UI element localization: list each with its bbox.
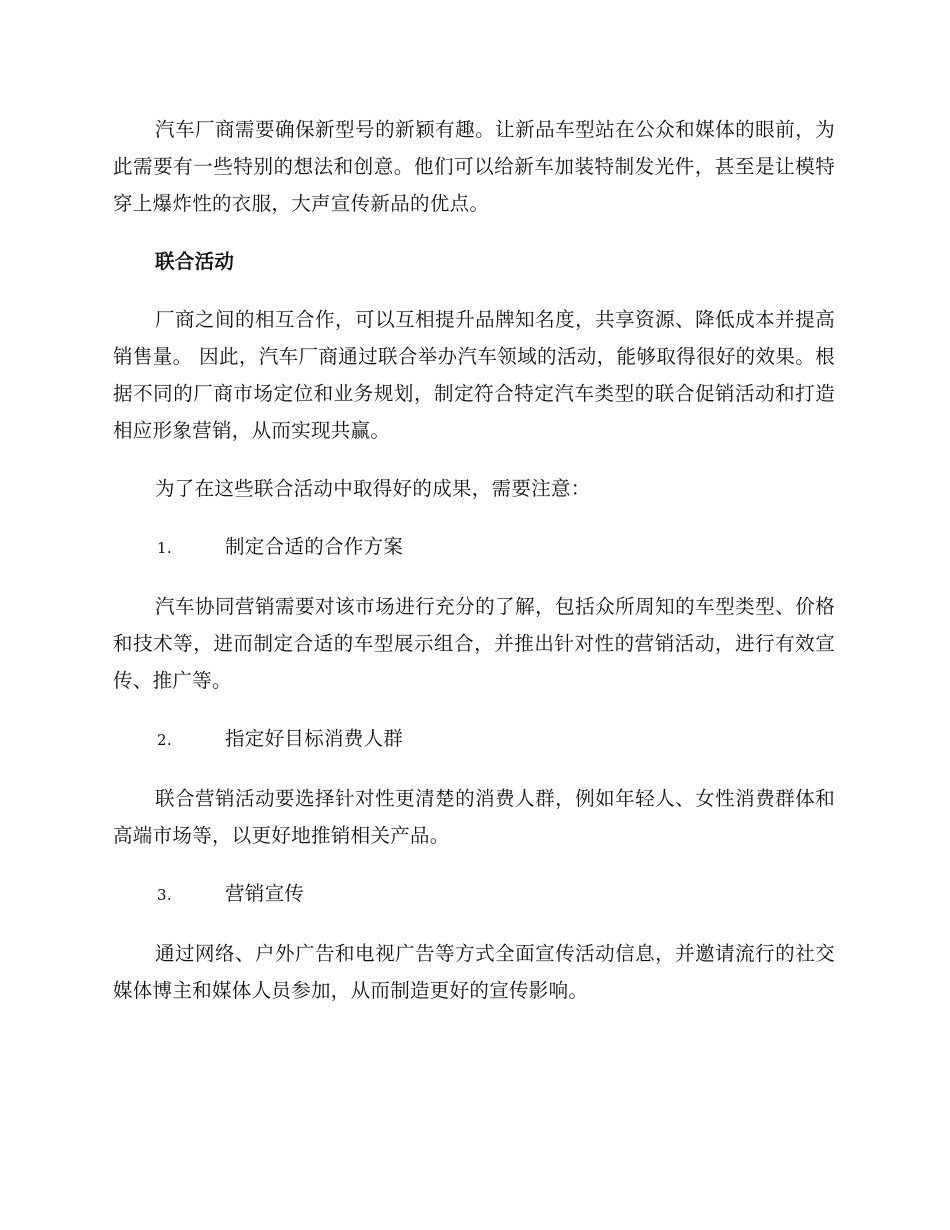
list-item-body: 联合营销活动要选择针对性更清楚的消费人群，例如年轻人、女性消费群体和高端市场等，以更好地推销相关产品。 bbox=[113, 787, 835, 847]
section-paragraph: 为了在这些联合活动中取得好的成果，需要注意： bbox=[155, 477, 591, 500]
intro-paragraph: 汽车厂商需要确保新型号的新颖有趣。让新品车型站在公众和媒体的眼前，为此需要有一些特别的想法和创意。他们可以给新车加装特制发光件，甚至是让模特穿上爆炸性的衣服，大声宣传新品的优点。 bbox=[113, 118, 835, 215]
list-item-number: 1. bbox=[157, 539, 172, 557]
section-heading: 联合活动 bbox=[155, 250, 235, 273]
list-item bbox=[113, 720, 835, 759]
document-page bbox=[113, 111, 835, 1009]
list-item-title: 指定好目标消费人群 bbox=[225, 727, 404, 750]
section-paragraph: 厂商之间的相互合作，可以互相提升品牌知名度，共享资源、降低成本并提高销售量。 因此，汽车厂商通过联合举办汽车领域的活动，能够取得很好的效果。根据不同的厂商市场定位和业务规划，制定符合特定汽车类型的联合促销活动和打造相应形象营销，从而实现共赢。 bbox=[113, 308, 835, 442]
list-item bbox=[113, 528, 835, 567]
list-item-number: 2. bbox=[157, 731, 172, 749]
list-item-number: 3. bbox=[157, 886, 172, 904]
list-item-body: 汽车协同营销需要对该市场进行充分的了解，包括众所周知的车型类型、价格和技术等，进而制定合适的车型展示组合，并推出针对性的营销活动，进行有效宣传、推广等。 bbox=[113, 595, 835, 692]
list-item-title: 制定合适的合作方案 bbox=[225, 535, 404, 558]
list-item-title: 营销宣传 bbox=[225, 882, 305, 905]
list-item bbox=[113, 875, 835, 914]
list-item-body: 通过网络、户外广告和电视广告等方式全面宣传活动信息，并邀请流行的社交媒体博主和媒体人员参加，从而制造更好的宣传影响。 bbox=[113, 942, 835, 1002]
